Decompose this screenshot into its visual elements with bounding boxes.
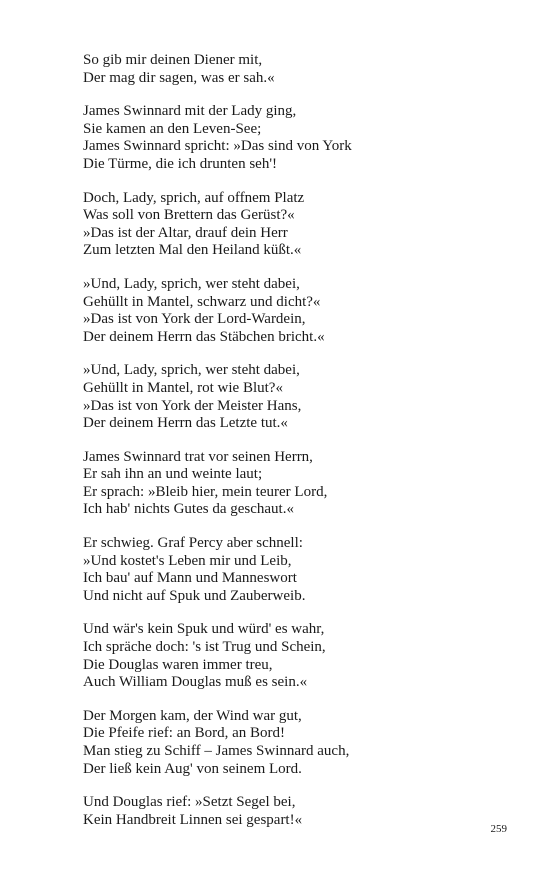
verse-line: Gehüllt in Mantel, schwarz und dicht?« — [83, 293, 321, 310]
verse-line: »Und, Lady, sprich, wer steht dabei, — [83, 275, 300, 292]
stanza — [83, 362, 503, 432]
verse-line: Er sprach: »Bleib hier, mein teurer Lord, — [83, 483, 328, 500]
verse-line: Ich bau' auf Mann und Manneswort — [83, 570, 297, 587]
verse-line: Ich hab' nichts Gutes da geschaut.« — [83, 501, 294, 518]
verse-line: Die Pfeife rief: an Bord, an Bord! — [83, 725, 286, 742]
verse-line: Der deinem Herrn das Letzte tut.« — [83, 415, 288, 432]
verse-line: »Und, Lady, sprich, wer steht dabei, — [83, 362, 300, 379]
verse-line: So gib mir deinen Diener mit, — [83, 52, 263, 68]
verse-line: Gehüllt in Mantel, rot wie Blut?« — [83, 379, 283, 396]
stanza — [83, 794, 503, 829]
verse-line: Kein Handbreit Linnen sei gespart!« — [83, 811, 303, 828]
verse-line: Der deinem Herrn das Stäbchen bricht.« — [83, 328, 325, 345]
stanza — [83, 190, 503, 260]
verse-line: »Und kostet's Leben mir und Leib, — [83, 552, 292, 569]
verse-line: Der Morgen kam, der Wind war gut, — [83, 707, 302, 724]
stanza — [83, 708, 503, 778]
verse-line: Ich spräche doch: 's ist Trug und Schein, — [83, 639, 326, 656]
poem-text — [83, 52, 503, 845]
verse-line: »Das ist von York der Meister Hans, — [83, 397, 302, 414]
stanza — [83, 103, 503, 173]
verse-line: James Swinnard spricht: »Das sind von York — [83, 138, 352, 155]
stanza — [83, 276, 503, 346]
verse-line: Doch, Lady, sprich, auf offnem Platz — [83, 189, 305, 206]
verse-line: Zum letzten Mal den Heiland küßt.« — [83, 242, 302, 259]
stanza — [83, 449, 503, 519]
verse-line: »Das ist der Altar, drauf dein Herr — [83, 224, 288, 241]
verse-line: Der ließ kein Aug' von seinem Lord. — [83, 760, 302, 777]
verse-line: Die Douglas waren immer treu, — [83, 656, 273, 673]
verse-line: Und nicht auf Spuk und Zauberweib. — [83, 587, 306, 604]
verse-line: Was soll von Brettern das Gerüst?« — [83, 207, 295, 224]
page-number: 259 — [490, 823, 507, 835]
verse-line: »Das ist von York der Lord-Wardein, — [83, 311, 306, 328]
verse-line: Der mag dir sagen, was er sah.« — [83, 69, 275, 86]
verse-line: Er sah ihn an und weinte laut; — [83, 466, 263, 483]
stanza — [83, 621, 503, 691]
verse-line: Man stieg zu Schiff – James Swinnard auch, — [83, 743, 350, 759]
verse-line: James Swinnard mit der Lady ging, — [83, 103, 297, 120]
verse-line: James Swinnard trat vor seinen Herrn, — [83, 448, 313, 465]
verse-line: Sie kamen an den Leven-See; — [83, 120, 262, 137]
verse-line: Und Douglas rief: »Setzt Segel bei, — [83, 794, 296, 811]
stanza — [83, 535, 503, 605]
verse-line: Er schwieg. Graf Percy aber schnell: — [83, 535, 303, 552]
verse-line: Auch William Douglas muß es sein.« — [83, 674, 308, 691]
verse-line: Und wär's kein Spuk und würd' es wahr, — [83, 621, 325, 638]
verse-line: Die Türme, die ich drunten seh'! — [83, 155, 278, 172]
stanza — [83, 52, 503, 87]
